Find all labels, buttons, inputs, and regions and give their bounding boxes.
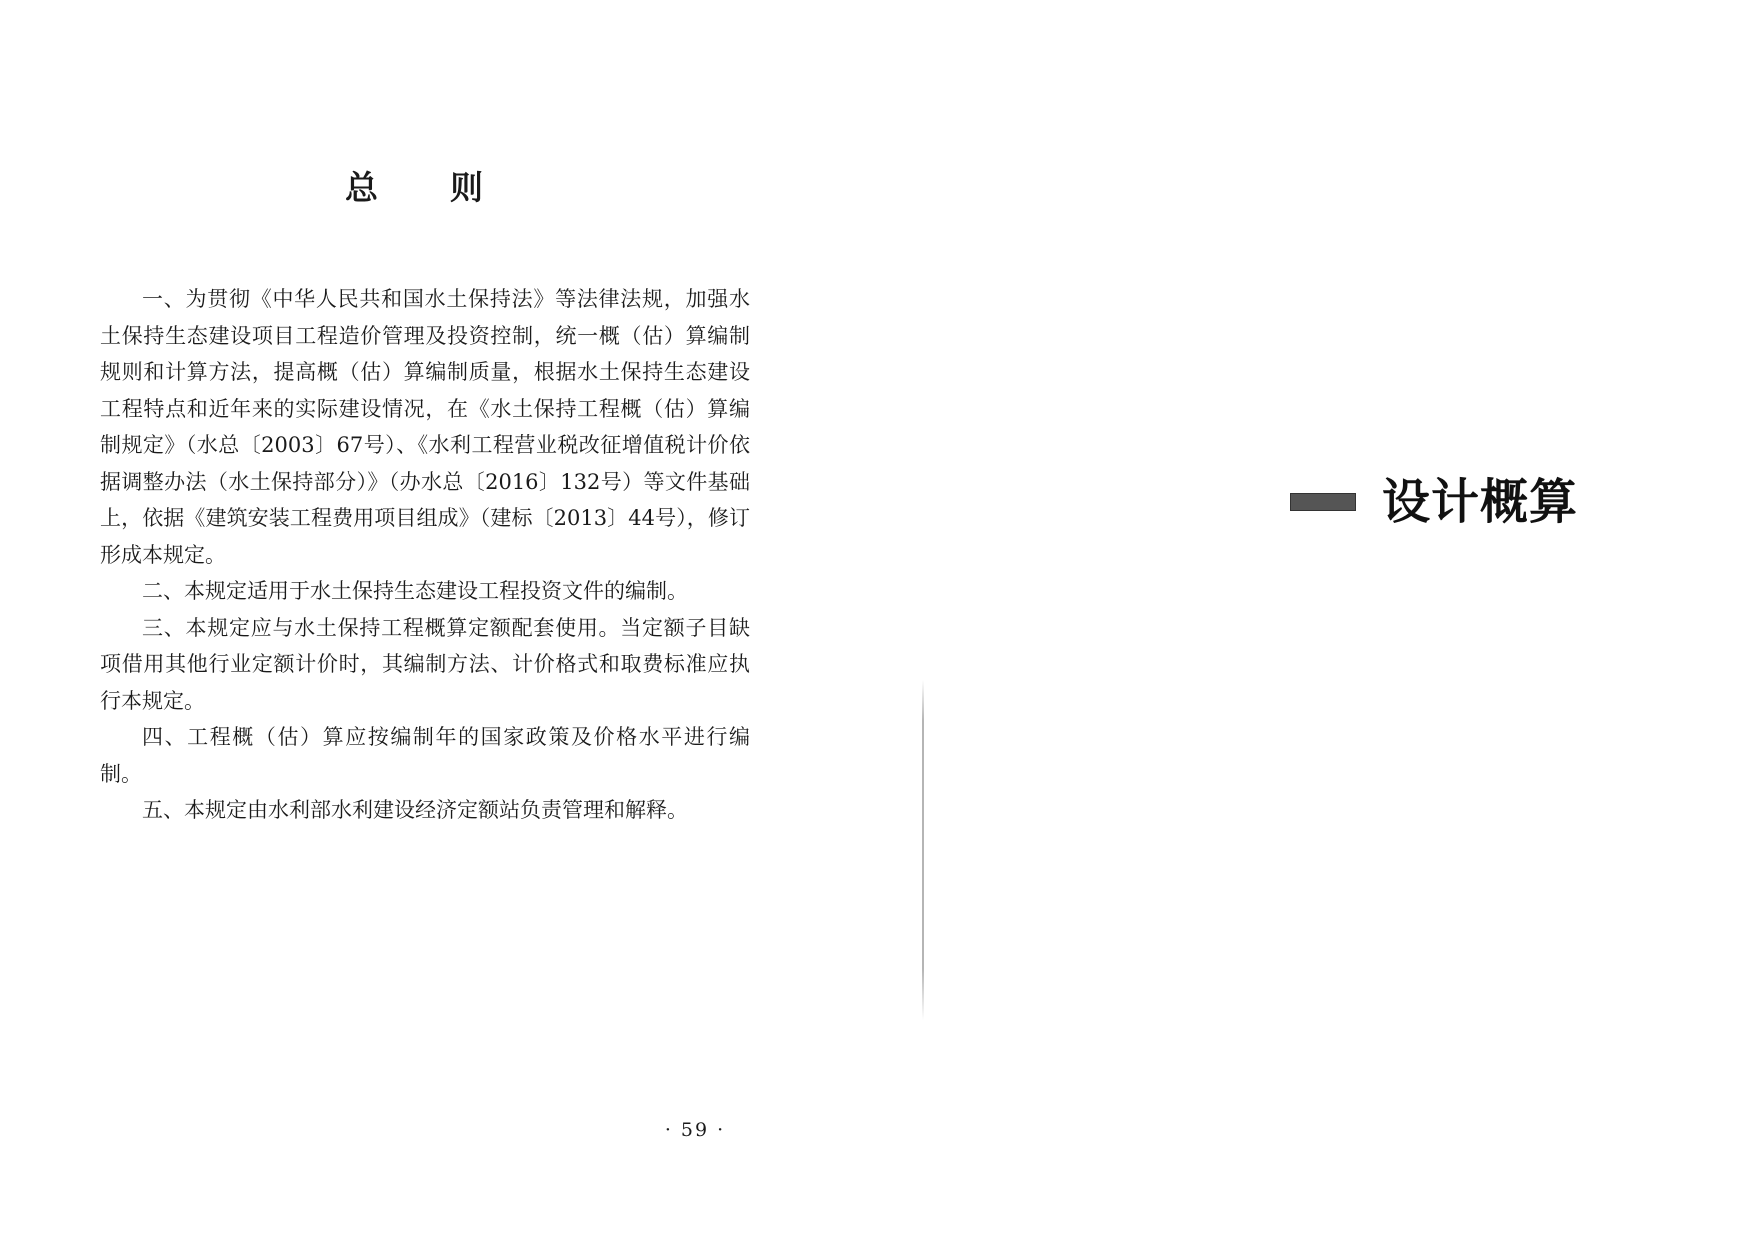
paragraph-1: 一、为贯彻《中华人民共和国水土保持法》等法律法规，加强水土保持生态建设项目工程造价管理及投资控制，统一概（估）算编制规则和计算方法，提高概（估）算编制质量，根据水土保持生态建设工程特点和近年来的实际建设情况，在《水土保持工程概（估）算编制规定》（水总〔2003〕67号）、《水利工程营业税改征增值税计价依据调整办法（水土保持部分）》（办水总〔2016〕132号）等文件基础上，依据《建筑安装工程费用项目组成》（建标〔2013〕44号），修订形成本规定。 xyxy=(100,287,750,567)
page-title-char-2: 则 xyxy=(450,168,483,207)
right-page xyxy=(925,0,1755,1241)
chapter-heading xyxy=(1290,470,1578,534)
paragraph-4: 四、工程概（估）算应按编制年的国家政策及价格水平进行编制。 xyxy=(100,725,750,786)
body-text xyxy=(100,281,750,829)
page-number: · 59 · xyxy=(664,1119,726,1141)
chapter-bar-decoration xyxy=(1290,493,1356,511)
page-title-char-1: 总 xyxy=(345,168,378,207)
page-gutter-shadow xyxy=(922,680,924,1020)
paragraph-3: 三、本规定应与水土保持工程概算定额配套使用。当定额子目缺项借用其他行业定额计价时，其编制方法、计价格式和取费标准应执行本规定。 xyxy=(100,615,750,713)
paragraph-2: 二、本规定适用于水土保持生态建设工程投资文件的编制。 xyxy=(142,579,688,603)
page-title xyxy=(300,163,500,213)
chapter-title: 设计概算 xyxy=(1382,474,1579,530)
paragraph-5: 五、本规定由水利部水利建设经济定额站负责管理和解释。 xyxy=(142,798,688,822)
